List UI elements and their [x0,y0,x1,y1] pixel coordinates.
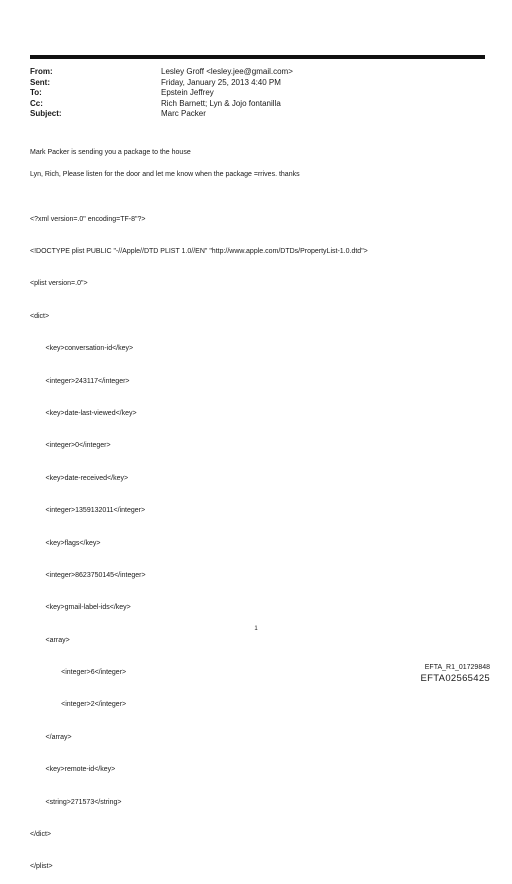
plist-line: <integer>2</integer> [30,701,127,709]
header-row-sent [30,78,293,89]
body-line-2: Lyn, Rich, Please listen for the door and let me know when the package =rrives. thanks [30,171,300,178]
bates-stamp-small: EFTA_R1_01729848 [424,664,490,671]
header-row-from [30,67,293,78]
from-value: Lesley Groff <lesley.jee@gmail.com> [161,67,293,76]
plist-line: <integer>243117</integer> [30,377,130,385]
plist-line: <array> [30,636,70,644]
email-header [30,67,293,120]
bates-stamp-large: EFTA02565425 [420,673,490,684]
plist-line: <integer>8623750145</integer> [30,571,146,579]
body-line-1: Mark Packer is sending you a package to the house [30,149,191,156]
page-number: 1 [254,626,258,632]
sent-label: Sent: [30,77,50,87]
subject-value: Marc Packer [161,109,206,118]
to-label: To: [30,88,42,97]
to-value: Epstein Jeffrey [161,88,214,97]
plist-line: <key>flags</key> [30,539,101,547]
plist-line: <integer>0</integer> [30,442,111,450]
cc-value: Rich Barnett; Lyn & Jojo fontanilla [161,98,281,108]
plist-line: <!DOCTYPE plist PUBLIC "-//Apple//DTD PLIST 1.0//EN" "http://www.apple.com/DTDs/PropertyList-1.0.dtd"> [30,247,368,255]
header-row-subject [30,109,293,120]
header-divider [30,55,485,59]
plist-line: </array> [30,733,72,741]
plist-line: <key>date-last-viewed</key> [30,409,137,417]
cc-label: Cc: [30,98,43,108]
plist-line: <dict> [30,312,50,320]
header-row-cc [30,99,293,110]
plist-line: <string>271573</string> [30,798,122,806]
plist-line: <key>date-received</key> [30,474,129,482]
plist-line: <key>conversation-id</key> [30,345,134,353]
plist-line: <integer>1359132011</integer> [30,507,146,515]
plist-line: <?xml version=.0" encoding=TF-8"?> [30,215,146,223]
plist-line: <integer>6</integer> [30,669,127,677]
plist-line: <key>remote-id</key> [30,766,116,774]
subject-label: Subject: [30,109,62,118]
plist-line: <plist version=.0"> [30,280,88,288]
sent-value: Friday, January 25, 2013 4:40 PM [161,77,281,87]
from-label: From: [30,67,53,76]
plist-line: <key>gmail-label-ids</key> [30,604,131,612]
plist-line: </dict> [30,831,52,839]
plist-line: </plist> [30,863,53,871]
plist-block [30,193,368,884]
header-row-to [30,88,293,99]
